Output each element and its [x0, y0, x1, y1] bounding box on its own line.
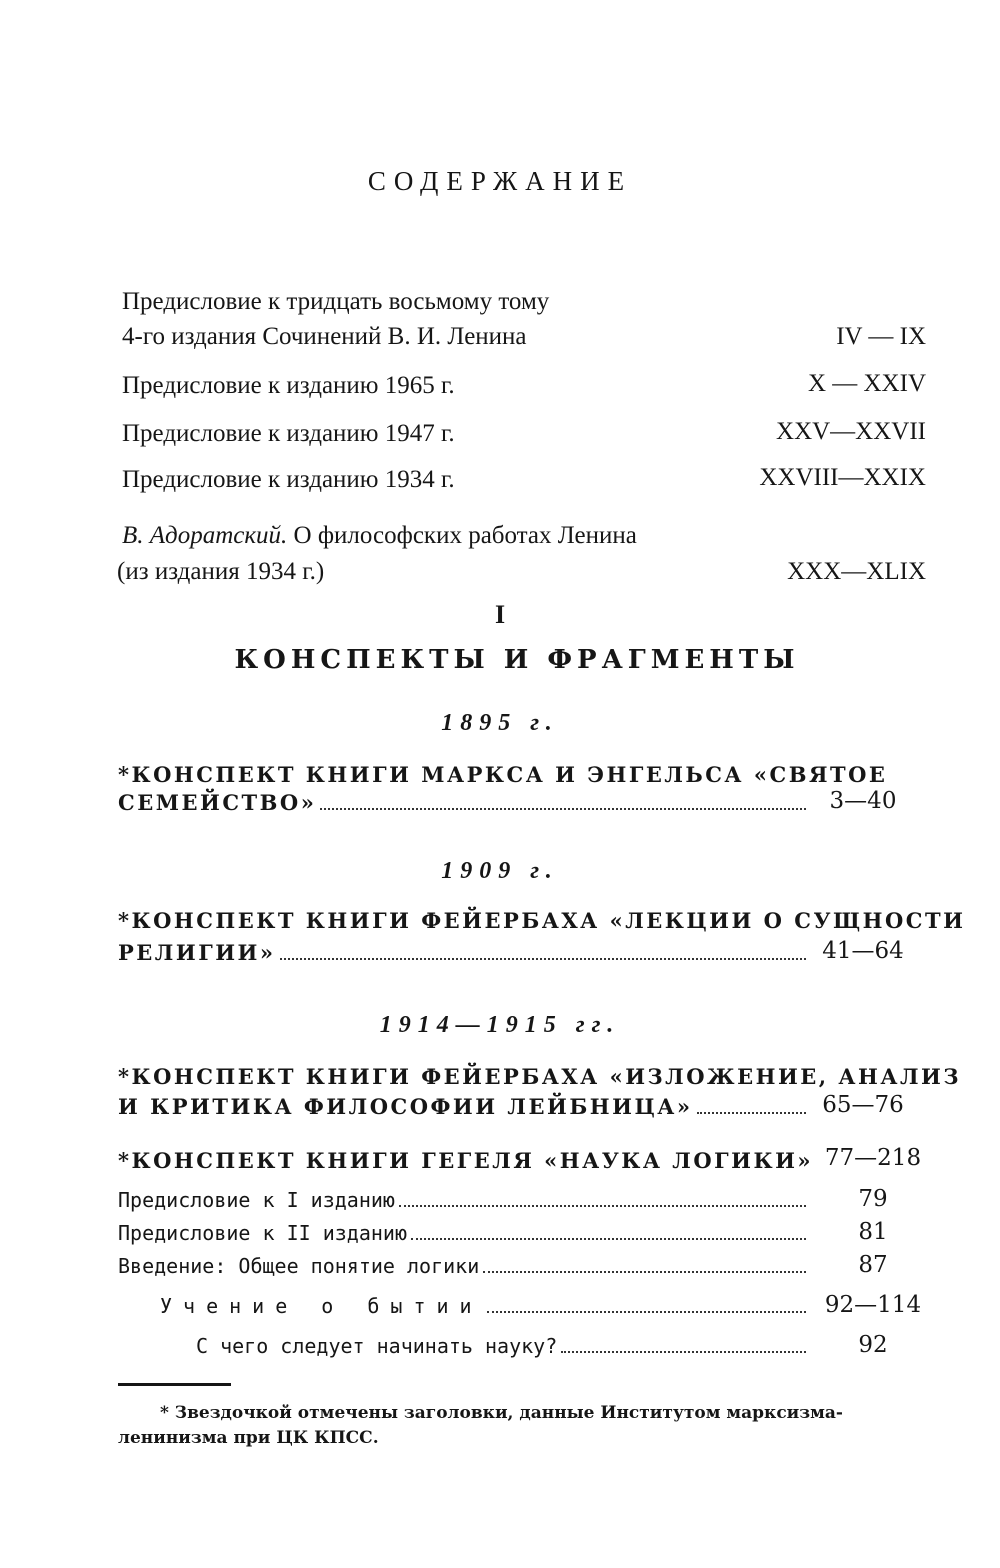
dot-leader [561, 1351, 806, 1353]
entry-holy-family-line1: *КОНСПЕКТ КНИГИ МАРКСА И ЭНГЕЛЬСА «СВЯТОЕ [118, 762, 888, 787]
entry-hegel-logic [118, 1148, 814, 1174]
entry-feuerbach-leibniz-label: И КРИТИКА ФИЛОСОФИИ ЛЕЙБНИЦА» [118, 1094, 693, 1119]
entry-holy-family-line2 [118, 790, 810, 816]
dot-leader [411, 1238, 806, 1240]
adoratsky-note: (из издания 1934 г.) [117, 558, 325, 585]
sub-preface-2-label: Предисловие к II изданию [118, 1221, 407, 1245]
page-title: СОДЕРЖАНИЕ [367, 166, 633, 196]
preface-1965-pages: X — XXIV [807, 370, 926, 397]
sub-introduction-pages: 87 [858, 1252, 888, 1278]
sub-preface-2 [118, 1221, 810, 1246]
year-heading-1895: 1895 г. [441, 710, 559, 736]
entry-feuerbach-lectures-label: РЕЛИГИИ» [118, 940, 276, 965]
footnote-rule [118, 1383, 231, 1386]
preface-1947: Предисловие к изданию 1947 г. [122, 420, 455, 447]
preface-1965: Предисловие к изданию 1965 г. [122, 372, 455, 399]
entry-feuerbach-leibniz-line1: *КОНСПЕКТ КНИГИ ФЕЙЕРБАХА «ИЗЛОЖЕНИЕ, АНАЛИЗ [118, 1064, 962, 1089]
sub-where-to-begin [196, 1334, 810, 1359]
entry-holy-family-pages: 3—40 [829, 788, 897, 814]
sub-preface-1-pages: 79 [858, 1186, 888, 1212]
year-heading-1909: 1909 г. [441, 858, 559, 884]
entry-feuerbach-lectures-line1: *КОНСПЕКТ КНИГИ ФЕЙЕРБАХА «ЛЕКЦИИ О СУЩНОСТИ [118, 908, 966, 933]
year-heading-1914-1915: 1914—1915 гг. [379, 1012, 621, 1038]
sub-where-to-begin-label: С чего следует начинать науку? [196, 1334, 558, 1358]
entry-feuerbach-lectures-pages: 41—64 [822, 938, 904, 964]
sub-doctrine-of-being-label: Учение о бытии [160, 1294, 483, 1318]
preface-38-line1: Предисловие к тридцать восьмому тому [122, 288, 550, 315]
adoratsky-author: В. Адоратский. [122, 522, 288, 549]
dot-leader [399, 1205, 806, 1207]
sub-doctrine-of-being [160, 1294, 810, 1319]
dot-leader [280, 958, 806, 960]
adoratsky-entry [122, 522, 637, 550]
preface-38-pages: IV — IX [836, 323, 926, 350]
dot-leader [483, 1271, 806, 1273]
sub-doctrine-of-being-pages: 92—114 [824, 1292, 922, 1318]
adoratsky-pages: XXX—XLIX [787, 558, 926, 585]
entry-hegel-logic-label: *КОНСПЕКТ КНИГИ ГЕГЕЛЯ «НАУКА ЛОГИКИ» [118, 1148, 814, 1173]
adoratsky-title: О философских работах Ленина [287, 522, 637, 549]
sub-introduction [118, 1254, 810, 1279]
sub-introduction-label: Введение: Общее понятие логики [118, 1254, 480, 1278]
preface-1947-pages: XXV—XXVII [776, 418, 926, 445]
sub-where-to-begin-pages: 92 [858, 1332, 888, 1358]
footnote-line2: ленинизма при ЦК КПСС. [118, 1428, 379, 1448]
entry-feuerbach-lectures-line2 [118, 940, 810, 966]
part-numeral: I [494, 600, 506, 629]
preface-1934: Предисловие к изданию 1934 г. [122, 466, 455, 493]
entry-hegel-logic-pages: 77—218 [824, 1145, 922, 1171]
entry-feuerbach-leibniz-pages: 65—76 [822, 1092, 904, 1118]
entry-holy-family-label: СЕМЕЙСТВО» [118, 790, 317, 815]
footnote-line1: * Звездочкой отмечены заголовки, данные Институтом марксизма- [160, 1403, 843, 1423]
preface-38-line2: 4-го издания Сочинений В. И. Ленина [122, 323, 527, 350]
dot-leader [320, 808, 806, 810]
sub-preface-1 [118, 1188, 810, 1213]
part-title: КОНСПЕКТЫ И ФРАГМЕНТЫ [234, 645, 800, 675]
dot-leader [697, 1112, 807, 1114]
dot-leader [487, 1311, 806, 1313]
entry-feuerbach-leibniz-line2 [118, 1094, 810, 1120]
sub-preface-1-label: Предисловие к I изданию [118, 1188, 395, 1212]
preface-1934-pages: XXVIII—XXIX [759, 464, 926, 491]
sub-preface-2-pages: 81 [858, 1219, 888, 1245]
